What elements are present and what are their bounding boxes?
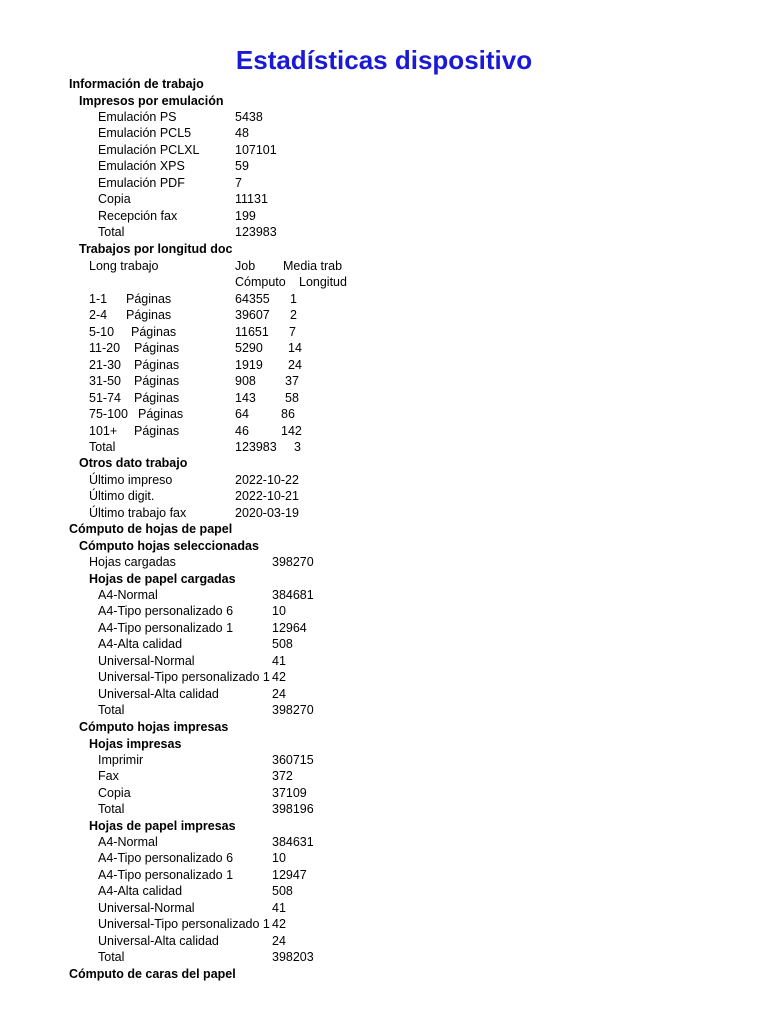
longitud-row-range: 101+ bbox=[89, 423, 118, 438]
papel-impresas-row-label: Universal-Alta calidad bbox=[98, 933, 219, 948]
cargadas-row-value: 398270 bbox=[272, 703, 314, 718]
longitud-row-avg: 24 bbox=[288, 357, 302, 372]
cargadas-row-label: A4-Normal bbox=[98, 588, 158, 602]
impresos-row-value: 11131 bbox=[235, 192, 268, 207]
cargadas-row-label: A4-Tipo personalizado 1 bbox=[98, 620, 234, 635]
longitud-row-range: 11-20 bbox=[89, 341, 121, 356]
cargadas-row-value: 12964 bbox=[272, 620, 307, 635]
page-title: Estadísticas dispositivo bbox=[235, 45, 533, 75]
longitud-row-unit: Páginas bbox=[126, 308, 172, 323]
longitud-row-range: 5-10 bbox=[89, 324, 115, 339]
otros-row-label: Último trabajo fax bbox=[89, 505, 187, 520]
papel-impresas-row-value: 42 bbox=[272, 917, 286, 932]
longitud-row-unit: Páginas bbox=[131, 324, 177, 339]
longitud-row-unit: Páginas bbox=[134, 357, 180, 372]
papel-impresas-row-label: Total bbox=[98, 950, 125, 965]
papel-impresas-row-value: 398203 bbox=[272, 950, 314, 965]
subsection-heading-seleccionadas: Cómputo hojas seleccionadas bbox=[79, 539, 259, 553]
papel-impresas-row-value: 384631 bbox=[272, 835, 314, 849]
papel-impresas-row-value: 41 bbox=[272, 900, 286, 915]
cargadas-row-value: 384681 bbox=[272, 588, 314, 602]
longitud-row-unit: Páginas bbox=[126, 292, 172, 306]
longitud-row-unit: Páginas bbox=[134, 390, 180, 405]
hojas-impresas-row-label: Total bbox=[98, 802, 125, 817]
hojas-impresas-row-label: Imprimir bbox=[98, 753, 144, 767]
cargadas-row-value: 24 bbox=[272, 686, 286, 701]
longitud-row-count: 5290 bbox=[235, 341, 263, 356]
longitud-row-count: 143 bbox=[235, 390, 256, 405]
subsection-heading-otros: Otros dato trabajo bbox=[79, 456, 188, 470]
col-header-job: Job bbox=[235, 259, 256, 273]
longitud-row-avg: 142 bbox=[281, 423, 302, 438]
subsection-heading-hojas-impresas: Hojas impresas bbox=[89, 737, 182, 751]
impresos-row-value: 48 bbox=[235, 126, 249, 141]
cargadas-row-value: 41 bbox=[272, 653, 286, 668]
longitud-total-label: Total bbox=[89, 440, 116, 454]
hojas-impresas-row-value: 360715 bbox=[272, 753, 314, 767]
longitud-row-range: 21-30 bbox=[89, 357, 121, 372]
cargadas-row-label: A4-Tipo personalizado 6 bbox=[98, 604, 234, 619]
subsection-heading-impresos: Impresos por emulación bbox=[79, 94, 224, 108]
impresos-row-value: 107101 bbox=[235, 142, 277, 157]
longitud-total-avg: 3 bbox=[294, 440, 301, 454]
cargadas-row-label: Total bbox=[98, 703, 125, 718]
papel-impresas-row-label: Universal-Normal bbox=[98, 900, 195, 915]
section-heading-caras: Cómputo de caras del papel bbox=[69, 967, 236, 981]
impresos-row-label: Emulación XPS bbox=[98, 159, 185, 174]
papel-impresas-row-label: A4-Alta calidad bbox=[98, 884, 183, 899]
impresos-row-value: 199 bbox=[235, 208, 256, 223]
papel-impresas-row-value: 12947 bbox=[272, 867, 307, 882]
subsection-heading-papel-cargadas: Hojas de papel cargadas bbox=[89, 572, 236, 586]
subsection-heading-impresas: Cómputo hojas impresas bbox=[79, 720, 229, 734]
impresos-row-value: 59 bbox=[235, 159, 249, 174]
impresos-row-label: Total bbox=[98, 225, 125, 240]
impresos-row-label: Emulación PCLXL bbox=[98, 142, 200, 157]
cargadas-row-value: 508 bbox=[272, 637, 293, 652]
impresos-row-label: Recepción fax bbox=[98, 208, 178, 223]
hojas-cargadas-value: 398270 bbox=[272, 555, 314, 569]
longitud-row-unit: Páginas bbox=[134, 423, 180, 438]
hojas-impresas-row-label: Copia bbox=[98, 785, 131, 800]
longitud-row-avg: 2 bbox=[290, 308, 297, 323]
otros-row-value: 2020-03-19 bbox=[235, 505, 299, 520]
impresos-row-value: 7 bbox=[235, 175, 242, 190]
hojas-impresas-row-value: 372 bbox=[272, 769, 293, 784]
longitud-row-count: 64355 bbox=[235, 292, 270, 306]
hojas-cargadas-label: Hojas cargadas bbox=[89, 555, 176, 569]
papel-impresas-row-value: 508 bbox=[272, 884, 293, 899]
section-heading-hojas: Cómputo de hojas de papel bbox=[69, 522, 233, 536]
papel-impresas-row-label: A4-Tipo personalizado 1 bbox=[98, 867, 234, 882]
col-header-long-trabajo: Long trabajo bbox=[89, 259, 159, 273]
cargadas-row-label: Universal-Normal bbox=[98, 653, 195, 668]
papel-impresas-row-label: A4-Normal bbox=[98, 835, 158, 849]
impresos-row-value: 123983 bbox=[235, 225, 277, 240]
longitud-row-count: 64 bbox=[235, 407, 249, 422]
papel-impresas-row-value: 10 bbox=[272, 851, 286, 866]
longitud-row-avg: 1 bbox=[290, 292, 297, 306]
longitud-total-count: 123983 bbox=[235, 440, 277, 454]
otros-row-value: 2022-10-21 bbox=[235, 489, 299, 504]
hojas-impresas-row-value: 398196 bbox=[272, 802, 314, 817]
impresos-row-label: Emulación PS bbox=[98, 110, 177, 124]
impresos-row-label: Emulación PCL5 bbox=[98, 126, 192, 141]
longitud-row-count: 11651 bbox=[235, 324, 269, 339]
cargadas-row-value: 42 bbox=[272, 670, 286, 685]
longitud-row-avg: 37 bbox=[285, 374, 299, 389]
longitud-row-count: 1919 bbox=[235, 357, 263, 372]
col-header-media: Media trab bbox=[283, 259, 343, 273]
longitud-row-avg: 7 bbox=[289, 324, 296, 339]
cargadas-row-label: Universal-Tipo personalizado 1 bbox=[98, 670, 270, 685]
papel-impresas-row-value: 24 bbox=[272, 933, 286, 948]
cargadas-row-value: 10 bbox=[272, 604, 286, 619]
papel-impresas-row-label: A4-Tipo personalizado 6 bbox=[98, 851, 234, 866]
impresos-row-label: Emulación PDF bbox=[98, 175, 185, 190]
otros-row-label: Último digit. bbox=[89, 489, 155, 504]
cargadas-row-label: A4-Alta calidad bbox=[98, 637, 183, 652]
longitud-row-count: 46 bbox=[235, 423, 249, 438]
longitud-row-count: 39607 bbox=[235, 308, 270, 323]
longitud-row-range: 75-100 bbox=[89, 407, 128, 422]
longitud-row-range: 31-50 bbox=[89, 374, 121, 389]
hojas-impresas-row-label: Fax bbox=[98, 769, 119, 784]
longitud-row-avg: 58 bbox=[285, 390, 299, 405]
longitud-row-range: 2-4 bbox=[89, 308, 108, 323]
longitud-row-unit: Páginas bbox=[134, 341, 180, 356]
longitud-row-avg: 86 bbox=[281, 407, 295, 422]
cargadas-row-label: Universal-Alta calidad bbox=[98, 686, 219, 701]
subsection-heading-longitud: Trabajos por longitud doc bbox=[79, 242, 233, 256]
papel-impresas-row-label: Universal-Tipo personalizado 1 bbox=[98, 917, 270, 932]
impresos-row-value: 5438 bbox=[235, 110, 263, 124]
longitud-row-unit: Páginas bbox=[138, 407, 184, 422]
hojas-impresas-row-value: 37109 bbox=[272, 785, 307, 800]
section-heading-info-trabajo: Información de trabajo bbox=[69, 77, 204, 91]
longitud-row-avg: 14 bbox=[288, 341, 302, 356]
longitud-row-range: 51-74 bbox=[89, 390, 121, 405]
subsection-heading-papel-impresas: Hojas de papel impresas bbox=[89, 819, 236, 833]
longitud-row-range: 1-1 bbox=[89, 292, 108, 306]
longitud-row-count: 908 bbox=[235, 374, 256, 389]
col-header-longitud: Longitud bbox=[299, 275, 347, 289]
impresos-row-label: Copia bbox=[98, 192, 131, 207]
otros-row-value: 2022-10-22 bbox=[235, 473, 299, 487]
col-header-computo: Cómputo bbox=[235, 275, 286, 289]
otros-row-label: Último impreso bbox=[89, 473, 173, 487]
longitud-row-unit: Páginas bbox=[134, 374, 180, 389]
